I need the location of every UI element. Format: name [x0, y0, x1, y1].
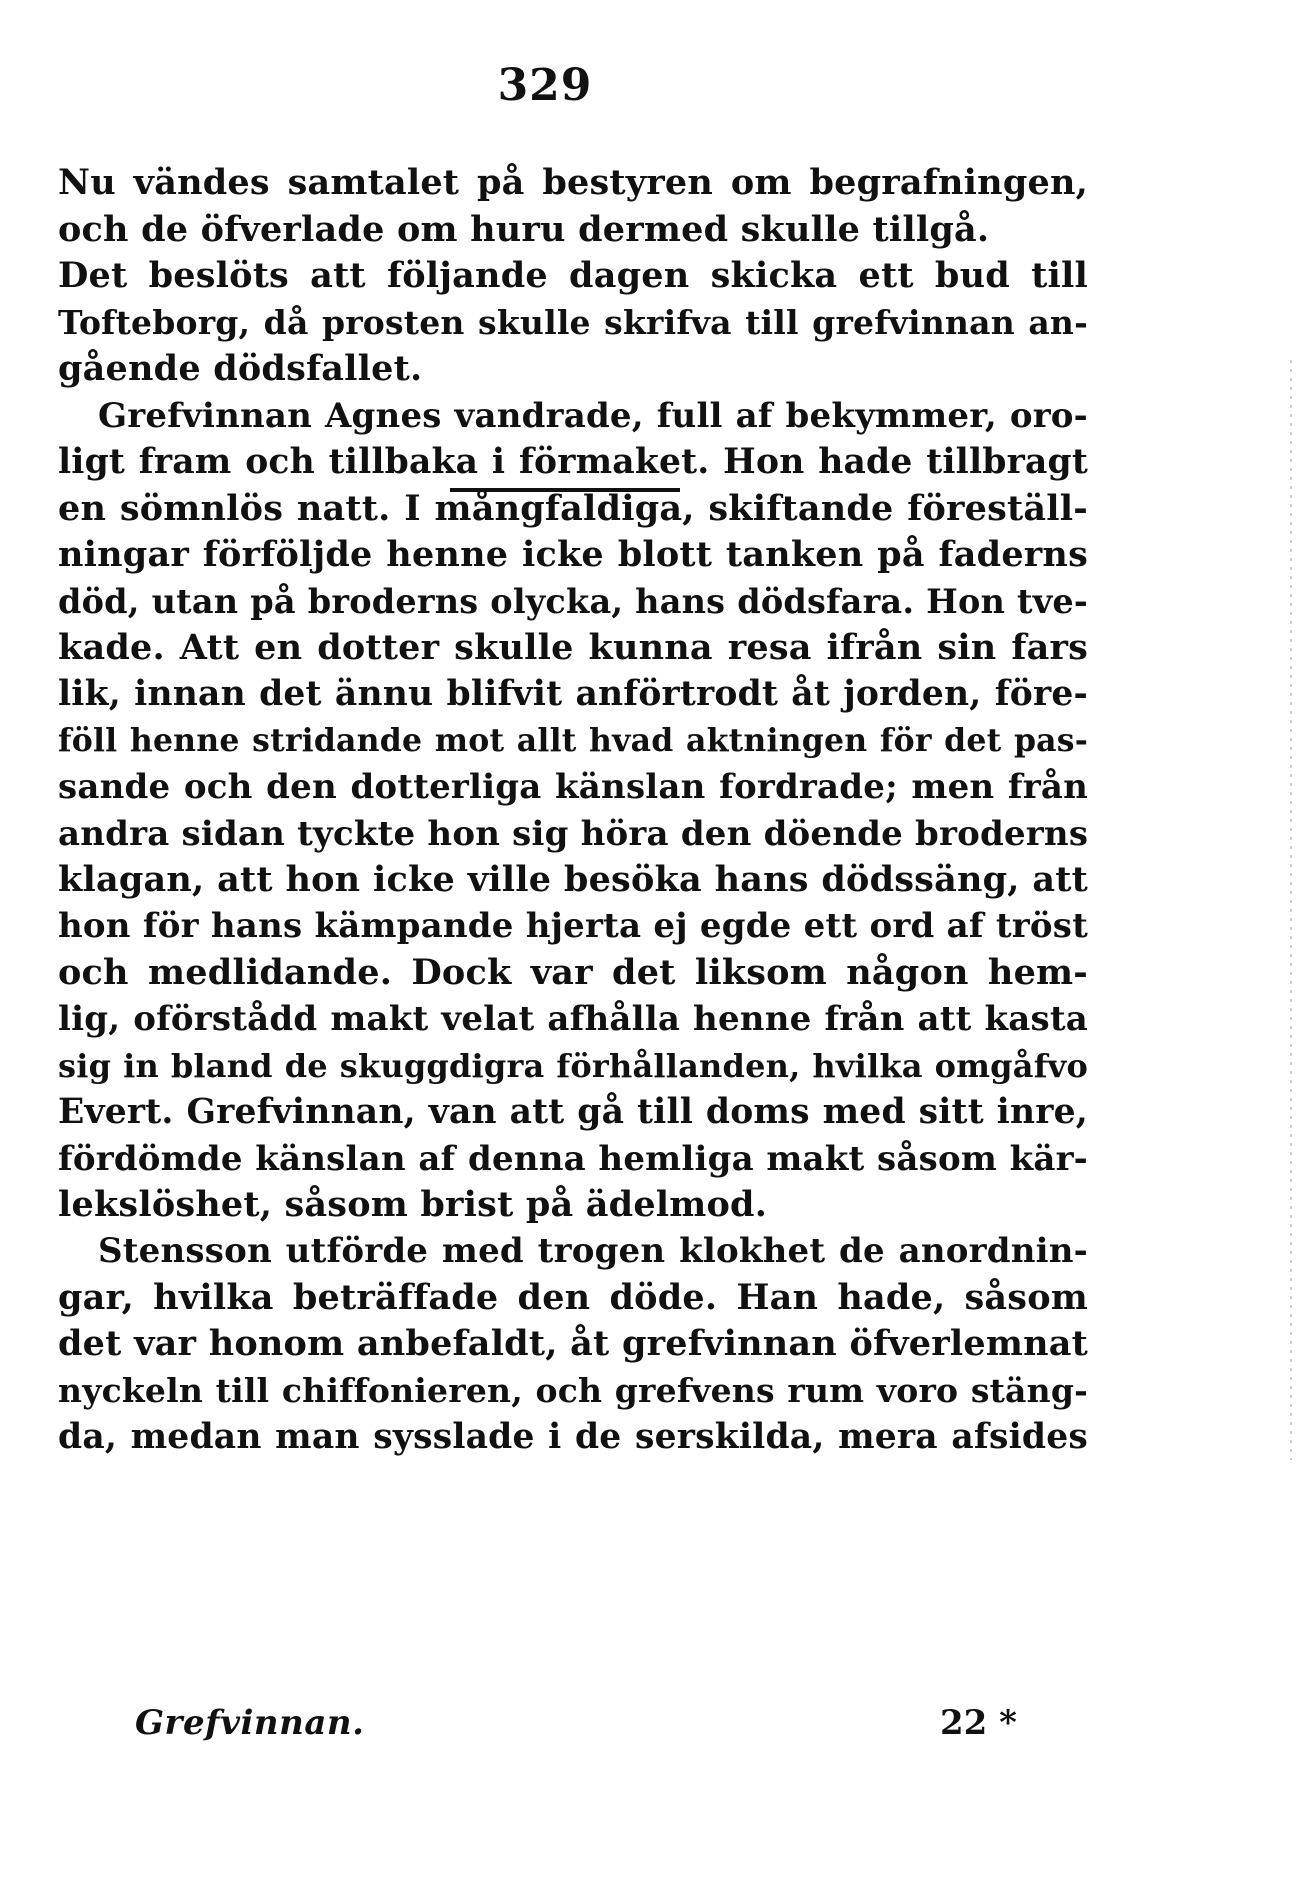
text-line: da, medan man sysslade i de serskilda, mera afsides: [58, 1416, 1088, 1457]
text-line: ningar förföljde henne icke blott tanken på faderns: [58, 534, 1088, 576]
text-line: en sömnlös natt. I mångfaldiga, skiftande föreställ-: [58, 487, 1088, 529]
text-line: hon för hans kämpande hjerta ej egde ett ord af tröst: [58, 906, 1088, 947]
text-line: sande och den dotterliga känslan fordrade; men från: [58, 767, 1088, 808]
text-line: lik, innan det ännu blifvit anförtrodt åt jorden, före-: [58, 674, 1088, 715]
text-line: Nu vändes samtalet på bestyren om begrafningen,: [58, 162, 1088, 203]
text-line: fördömde känslan af denna hemliga makt såsom kär-: [58, 1138, 1088, 1179]
text-line: Stensson utförde med trogen klokhet de anordnin-: [98, 1231, 1088, 1272]
text-line: Det beslöts att följande dagen skicka ett bud till: [58, 255, 1088, 296]
footer-book-title: Grefvinnan.: [135, 1703, 365, 1743]
text-line: död, utan på broderns olycka, hans dödsfara. Hon tve-: [58, 581, 1088, 621]
text-line: det var honom anbefaldt, åt grefvinnan öfverlemnat: [58, 1323, 1088, 1365]
text-line: Evert. Grefvinnan, van att gå till doms med sitt inre,: [58, 1092, 1088, 1133]
text-line: och de öfverlade om huru dermed skulle tillgå.: [58, 208, 990, 250]
text-line: lig, oförstådd makt velat afhålla henne från att kasta: [58, 999, 1088, 1040]
text-line: föll henne stridande mot allt hvad aktningen för det pas-: [58, 721, 1088, 759]
text-line: kade. Att en dotter skulle kunna resa ifrån sin fars: [58, 627, 1088, 669]
text-line: och medlidande. Dock var det liksom någon hem-: [58, 951, 1088, 993]
page-edge-shadow: [1290, 360, 1292, 1460]
text-line: gående dödsfallet.: [58, 348, 423, 389]
page-number: 329: [497, 60, 593, 111]
text-line: lekslöshet, såsom brist på ädelmod.: [58, 1183, 768, 1225]
text-line: nyckeln till chiffonieren, och grefvens rum voro stäng-: [58, 1370, 1088, 1410]
text-line: Tofteborg, då prosten skulle skrifva till grefvinnan an-: [58, 302, 1088, 342]
text-line: ligt fram och tillbaka i förmaket. Hon hade tillbragt: [58, 442, 1088, 483]
paragraph-1: [58, 160, 1088, 393]
text-line: Grefvinnan Agnes vandrade, full af bekymmer, oro-: [98, 396, 1088, 436]
text-line: klagan, att hon icke ville besöka hans dödssäng, att: [58, 859, 1088, 901]
text-line: andra sidan tyckte hon sig höra den döende broderns: [58, 813, 1089, 854]
paragraph-2: [58, 393, 1088, 1460]
text-line: sig in bland de skuggdigra förhållanden, hvilka omgåfvo: [58, 1046, 1088, 1085]
text-line: gar, hvilka beträffade den döde. Han hade, såsom: [58, 1276, 1088, 1318]
signature-mark: 22 *: [940, 1703, 1017, 1743]
